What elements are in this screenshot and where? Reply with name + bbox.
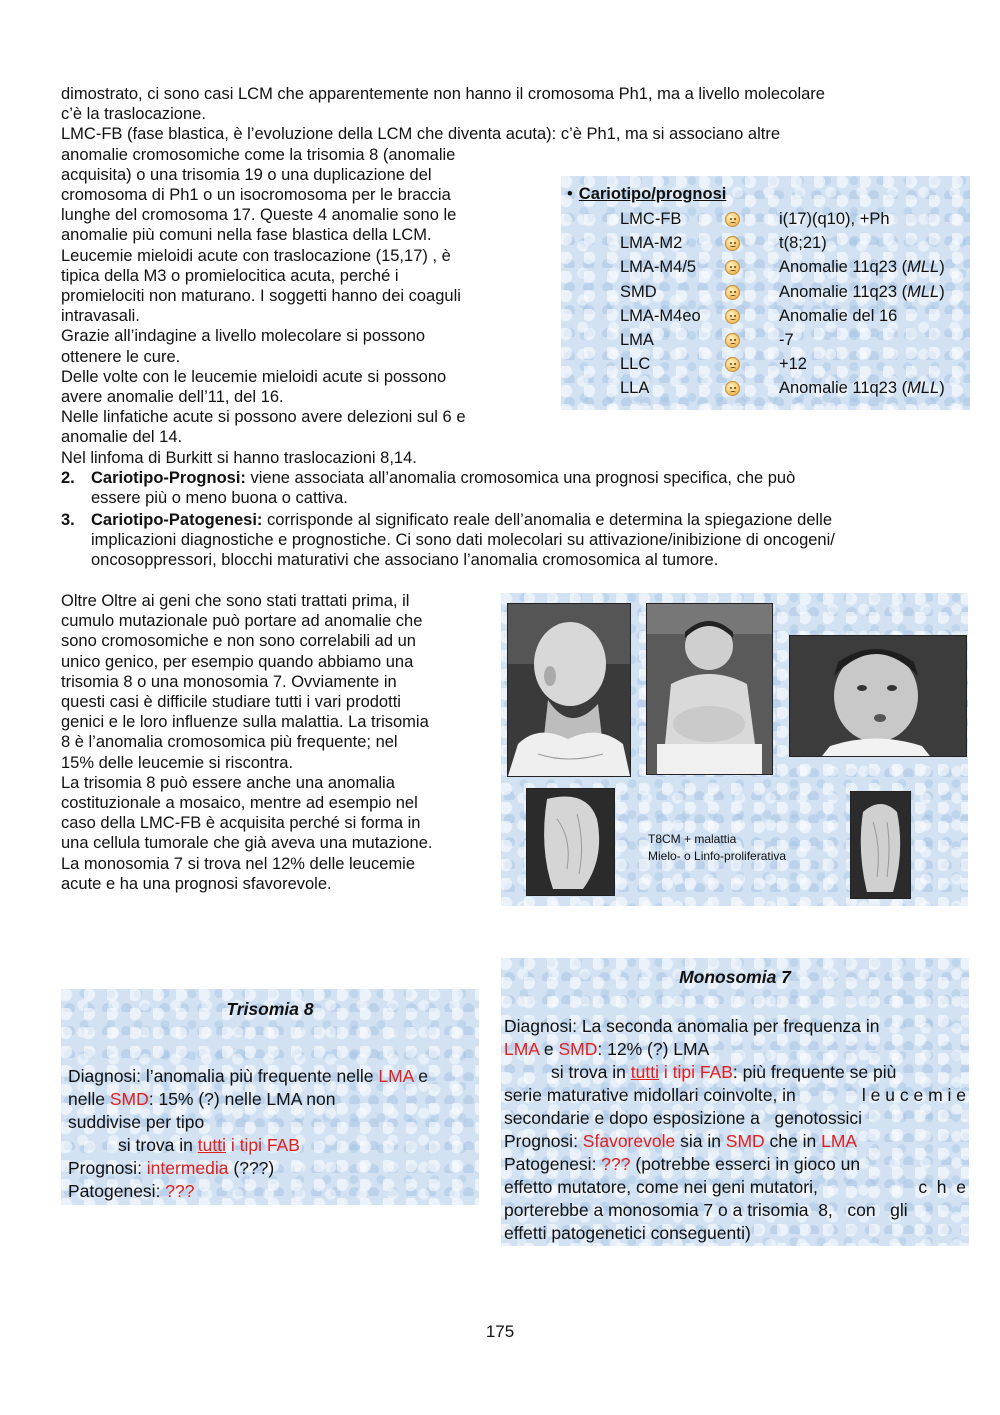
text-line: intravasali. [61, 307, 140, 326]
monosomy-pathogenesis-line [504, 1153, 966, 1176]
list-body [91, 468, 951, 508]
tutti-term: tutti [630, 1062, 659, 1082]
list-number: 3. [61, 511, 75, 529]
anomaly-gene: MLL [907, 258, 940, 277]
intro-line: LMC-FB (fase blastica, è l’evoluzione della LCM che diventa acuta): c’è Ph1, ma si associano altre [61, 125, 781, 144]
text-line: unico genico, per esempio quando abbiamo una [61, 652, 414, 671]
anomaly-text: i(17)(q10), +Ph [779, 210, 890, 228]
anomaly-suffix: ) [939, 282, 945, 301]
connector-text: e [413, 1066, 428, 1086]
leukemia-type: LLC [620, 355, 651, 374]
text-segment: c h e [918, 1177, 966, 1197]
sad-face-icon [725, 333, 740, 348]
karyotype-anomaly [779, 234, 827, 253]
monosomy-body [504, 1015, 966, 1245]
lower-left-text [61, 591, 491, 894]
anomaly-text: t(8;21) [779, 234, 827, 253]
text-line: cumulo mutazionale può portare ad anomalie che [61, 612, 423, 631]
anomaly-suffix: ) [939, 258, 945, 277]
fab-term: i tipi FAB [225, 1135, 300, 1155]
karyotype-title-text: Cariotipo/prognosi [578, 185, 727, 203]
leukemia-type: LLA [620, 379, 650, 398]
list-text: corrisponde al significato reale dell’anomalia e determina la spiegazione delle [262, 511, 833, 529]
karyotype-anomaly [779, 331, 794, 350]
text-line: 15% delle leucemie si riscontra. [61, 753, 294, 772]
karyotype-row [561, 234, 970, 258]
list-heading: Cariotipo-Patogenesi: [91, 511, 263, 529]
monosomy-prognosis-line [504, 1130, 966, 1153]
patient-photo-child-face [789, 635, 967, 757]
monosomy-line [504, 1176, 966, 1199]
text-line: 8 è l’anomalia cromosomica più frequente; nel [61, 733, 398, 752]
trisomy-fab-line [68, 1134, 478, 1157]
text-line: costituzionale a mosaico, mentre ad esempio nel [61, 794, 418, 813]
sad-face-icon [725, 260, 740, 275]
diagnosis-text: : 12% (?) LMA [597, 1039, 710, 1059]
monosomy-line: secondarie e dopo esposizione a genotossici [504, 1108, 863, 1128]
sad-face-icon [725, 285, 740, 300]
fab-text: si trova in [118, 1135, 198, 1155]
monosomy-line [504, 1061, 966, 1084]
karyotype-anomaly [779, 355, 807, 374]
karyotype-row [561, 379, 970, 403]
anomaly-suffix: ) [939, 379, 945, 398]
trisomy-body [68, 1065, 478, 1203]
karyotype-title [567, 185, 726, 204]
list-item-prognosis [61, 468, 961, 510]
monosomy-line [504, 1084, 966, 1107]
text-line: Leucemie mieloidi acute con traslocazione (15,17) , è [61, 246, 451, 265]
left-column-text [61, 145, 531, 468]
karyotype-anomaly [779, 307, 897, 326]
anomaly-text: -7 [779, 331, 794, 349]
text-line: genici e le loro influenze sulla malattia. La trisomia [61, 713, 429, 732]
karyotype-prognosis-box [561, 176, 970, 410]
text-line: Nelle linfatiche acute si possono avere delezioni sul 6 e [61, 408, 466, 427]
leukemia-type: LMC-FB [620, 210, 682, 228]
leukemia-type: SMD [620, 282, 657, 301]
text-line: Grazie all’indagine a livello molecolare si possono [61, 327, 426, 346]
list-text: oncosoppressori, blocchi maturativi che associano l’anomalia cromosomica al tumore. [91, 551, 719, 570]
karyotype-anomaly [779, 379, 945, 398]
text-line: Oltre Oltre ai geni che sono stati trattati prima, il [61, 592, 410, 610]
prognosis-label: Prognosi: [68, 1158, 147, 1178]
text-line: Nel linfoma di Burkitt si hanno traslocazioni 8,14. [61, 448, 417, 467]
lma-term: LMA [504, 1039, 540, 1059]
anomaly-gene: MLL [907, 379, 940, 398]
leukemia-type: LMA-M4/5 [620, 258, 697, 277]
monosomy-7-box [501, 958, 969, 1246]
happy-face-icon [725, 236, 740, 251]
monosomy-line: porterebbe a monosomia 7 o a trisomia 8, con gli [504, 1200, 908, 1220]
list-body [91, 510, 971, 571]
list-text: implicazioni diagnostiche e prognostiche. Ci sono dati molecolari su attivazione/inibizione di oncogeni/ [91, 531, 835, 550]
diagnosis-label: Diagnosi: l’anomalia più frequente nelle [68, 1066, 379, 1086]
list-number: 2. [61, 469, 75, 487]
karyotype-anomaly [779, 258, 945, 277]
trisomy-diagnosis-line [68, 1088, 478, 1111]
smd-term: SMD [109, 1089, 149, 1109]
text-line: trisomia 8 o una monosomia 7. Ovviamente in [61, 672, 397, 691]
pathogenesis-text: (potrebbe esserci in gioco un [630, 1154, 861, 1174]
sad-face-icon [725, 212, 740, 227]
text-line: La trisomia 8 può essere anche una anomalia [61, 773, 395, 792]
anomaly-text: Anomalie 11q23 ( [779, 379, 908, 398]
text-line: acute e ha una prognosi sfavorevole. [61, 874, 332, 893]
trisomy-title: Trisomia 8 [226, 999, 314, 1019]
bullet: • [567, 185, 573, 203]
photo-caption-line: Mielo- o Linfo-proliferativa [648, 849, 787, 863]
anomaly-text: Anomalie del 16 [779, 306, 898, 325]
patient-photo-profile [507, 603, 631, 777]
text-line: cromosoma di Ph1 o un isocromosoma per le braccia [61, 186, 451, 204]
pathogenesis-value: ??? [601, 1154, 631, 1174]
karyotype-row [561, 355, 970, 379]
photo-caption-line: T8CM + malattia [648, 832, 737, 846]
text-line: lunghe del cromosoma 17. Queste 4 anomalie sono le [61, 206, 457, 225]
text-line: ottenere le cure. [61, 347, 181, 366]
monosomy-line [504, 1038, 966, 1061]
trisomy-pathogenesis-line [68, 1180, 478, 1203]
text-line: questi casi è difficile studiare tutti i vari prodotti [61, 693, 401, 712]
pathogenesis-label: Patogenesi: [68, 1181, 166, 1201]
pathogenesis-label: Patogenesi: [504, 1154, 602, 1174]
anomaly-gene: MLL [907, 282, 940, 301]
karyotype-row [561, 283, 970, 307]
diagnosis-text: : 15% (?) nelle LMA non [148, 1089, 336, 1109]
intro-text [61, 84, 941, 145]
page-number: 175 [485, 1322, 515, 1341]
list-item-pathogenesis [61, 510, 971, 572]
monosomy-line: Diagnosi: La seconda anomalia per frequenza in [504, 1016, 880, 1036]
anomaly-text: +12 [779, 355, 807, 374]
trisomy-prognosis-line [68, 1157, 478, 1180]
fab-text: si trova in [551, 1062, 631, 1082]
fab-term: i tipi FAB [658, 1062, 733, 1082]
leukemia-type: LMA [620, 331, 654, 349]
text-line: La monosomia 7 si trova nel 12% delle leucemie [61, 854, 416, 873]
karyotype-row [561, 210, 970, 234]
connector-text: nelle [68, 1089, 110, 1109]
text-line: sono cromosomiche e non sono correlabili ad un [61, 632, 416, 651]
list-heading: Cariotipo-Prognosi: [91, 469, 246, 487]
text-segment: l e u c e m i e [861, 1085, 966, 1105]
text-line: una cellula tumorale che già aveva una mutazione. [61, 834, 433, 853]
karyotype-row [561, 331, 970, 355]
intro-line: c’è la traslocazione. [61, 105, 206, 124]
list-text: essere più o meno buona o cattiva. [91, 489, 348, 508]
prognosis-label: Prognosi: [504, 1131, 583, 1151]
text-line: avere anomalie dell’11, del 16. [61, 388, 284, 407]
leukemia-type: LMA-M4eo [620, 306, 701, 325]
photo-caption [648, 831, 786, 865]
pathogenesis-value: ??? [165, 1181, 195, 1201]
text-line: acquisita) o una trisomia 19 o una duplicazione del [61, 165, 432, 184]
patient-photo-foot-right [850, 791, 911, 899]
prognosis-value: Sfavorevole [582, 1131, 676, 1151]
monosomy-line: effetti patogenetici conseguenti) [504, 1223, 751, 1243]
karyotype-anomaly [779, 283, 945, 302]
text-line: anomalie più comuni nella fase blastica della LCM. [61, 226, 432, 245]
anomaly-text: Anomalie 11q23 ( [779, 282, 908, 301]
monosomy-title: Monosomia 7 [679, 967, 791, 987]
karyotype-row [561, 307, 970, 331]
text-line: anomalie cromosomiche come la trisomia 8 (anomalie [61, 145, 456, 164]
text-segment: effetto mutatore, come nei geni mutatori, [504, 1177, 818, 1197]
text-line: caso della LMC-FB è acquisita perché si forma in [61, 814, 421, 833]
list-text: viene associata all’anomalia cromosomica una prognosi specifica, che può [245, 469, 796, 487]
trisomy-diagnosis-line: suddivise per tipo [68, 1112, 205, 1132]
connector-text: e [539, 1039, 559, 1059]
sad-face-icon [725, 381, 740, 396]
connector-text: che in [764, 1131, 822, 1151]
lma-term: LMA [821, 1131, 858, 1151]
sad-face-icon [725, 357, 740, 372]
lma-term: LMA [378, 1066, 414, 1086]
fab-rest: : più frequente se più [732, 1062, 897, 1082]
text-line: anomalie del 14. [61, 428, 183, 447]
smd-term: SMD [725, 1131, 765, 1151]
connector-text: sia in [675, 1131, 726, 1151]
trisomy-8-box [61, 989, 479, 1205]
smd-term: SMD [558, 1039, 598, 1059]
intro-line: dimostrato, ci sono casi LCM che apparentemente non hanno il cromosoma Ph1, ma a livello molecolare [61, 85, 825, 103]
patient-photo-child-seated [646, 603, 773, 775]
text-line: promielociti non maturano. I soggetti hanno dei coaguli [61, 287, 461, 306]
anomaly-text: Anomalie 11q23 ( [779, 258, 908, 277]
prognosis-value: intermedia [146, 1158, 229, 1178]
karyotype-row [561, 258, 970, 282]
patient-photo-foot-left [526, 788, 615, 896]
leukemia-type: LMA-M2 [620, 234, 683, 253]
text-segment: serie maturative midollari coinvolte, in [504, 1085, 796, 1105]
tutti-term: tutti [197, 1135, 226, 1155]
karyotype-anomaly [779, 210, 890, 229]
happy-face-icon [725, 309, 740, 324]
prognosis-rest: (???) [228, 1158, 275, 1178]
photo-panel [501, 593, 968, 906]
trisomy-diagnosis-line [68, 1065, 478, 1088]
text-line: Delle volte con le leucemie mieloidi acute si possono [61, 367, 447, 386]
text-line: tipica della M3 o promielocitica acuta, perché i [61, 266, 399, 285]
